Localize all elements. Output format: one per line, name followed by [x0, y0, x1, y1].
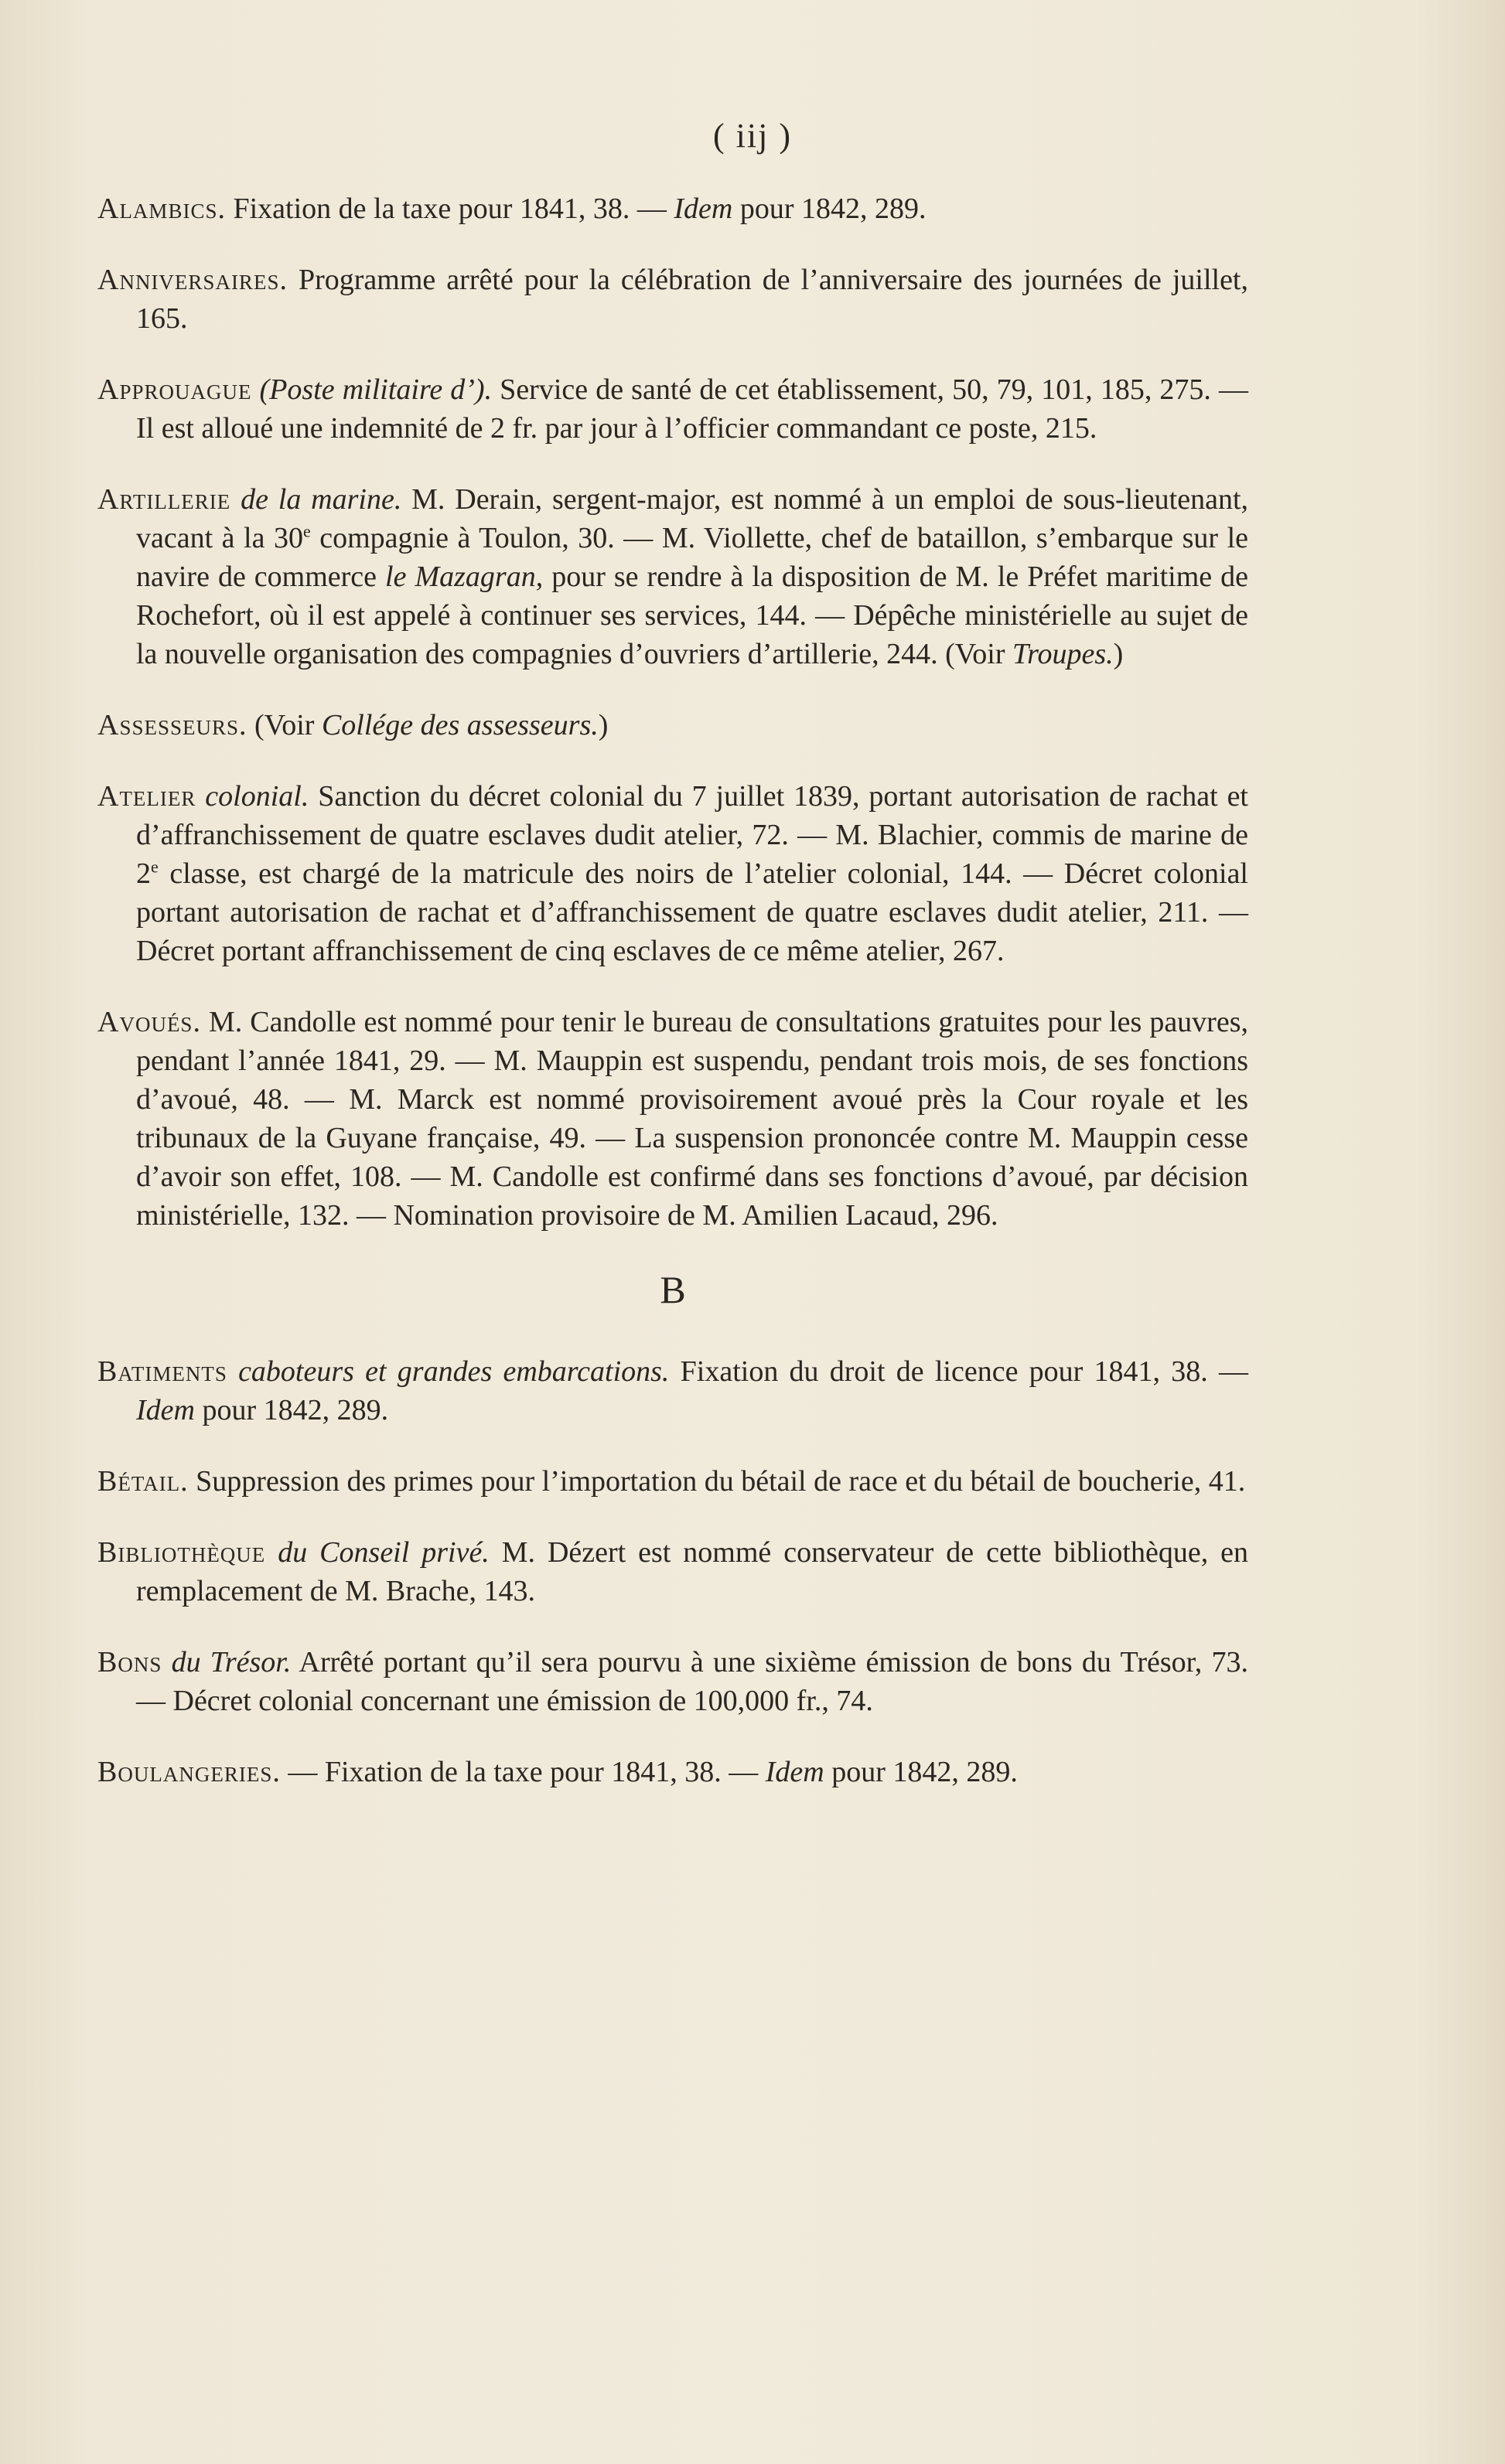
index-entry	[97, 706, 1248, 745]
entry-term: Approuague	[97, 373, 252, 406]
italic-text: Idem	[765, 1756, 824, 1788]
index-entry	[97, 480, 1248, 673]
italic-text: Idem	[136, 1394, 195, 1426]
page-header: ( iij )	[713, 117, 792, 155]
italic-text: Troupes.	[1012, 638, 1114, 670]
entry-term: Avoués.	[97, 1006, 201, 1038]
entry-subterm: du Conseil privé.	[265, 1536, 490, 1569]
index-entry	[97, 370, 1248, 448]
entry-text: — Fixation de la taxe pour 1841, 38. —	[280, 1756, 766, 1788]
entry-text: compagnie à Toulon, 30. — M. Viollette, chef de bataillon, s’embarque sur le navire de commerce	[136, 522, 1248, 593]
entry-text: M. Derain, sergent-major, est nommé à un emploi de sous-lieutenant, vacant à la 30	[136, 483, 1249, 554]
entry-text: Suppression des primes pour l’importation du bétail de race et du bétail de boucherie, 41.	[188, 1465, 1246, 1498]
section-b	[97, 1352, 1248, 1791]
entry-text: Fixation de la taxe pour 1841, 38. —	[225, 193, 674, 225]
entry-text: pour 1842, 289.	[732, 193, 927, 225]
entry-text: , pour se rendre à la disposition de M. le Préfet maritime de Rochefort, où il est appelé à continuer ses services, 144. — Dépêche ministérielle au sujet de la nouvelle organisation des compagnies d’ouvriers d’artillerie, 244. (Voir	[136, 561, 1248, 670]
entry-subterm: de la marine.	[230, 483, 402, 516]
index-entry	[97, 189, 1248, 228]
entry-text: )	[598, 709, 609, 741]
superscript: e	[151, 857, 159, 877]
index-entry	[97, 1462, 1248, 1501]
entry-text: (Voir	[247, 709, 322, 741]
entry-term: Bons	[97, 1646, 162, 1678]
entry-text: Programme arrêté pour la célébration de l’anniversaire des journées de juillet, 165.	[136, 264, 1248, 335]
entry-term: Atelier	[97, 780, 196, 813]
entry-term: Artillerie	[97, 483, 231, 516]
entry-subterm: (Poste militaire d’).	[251, 373, 493, 406]
entry-term: Anniversaires.	[97, 264, 288, 296]
entry-text: M. Dézert est nommé conservateur de cette bibliothèque, en remplacement de M. Brache, 143.	[136, 1536, 1248, 1607]
superscript: e	[302, 521, 311, 541]
section-a	[97, 189, 1248, 1235]
entry-text: pour 1842, 289.	[194, 1394, 389, 1426]
entry-text: classe, est chargé de la matricule des noirs de l’atelier colonial, 144. — Décret colonial portant autorisation de rachat et d’affranchissement de quatre esclaves dudit atelier, 211. — Décret portant affranchissement de cinq esclaves de ce même atelier, 267.	[136, 857, 1248, 967]
index-entry	[97, 1643, 1248, 1720]
entry-term: Batiments	[97, 1355, 227, 1388]
entry-subterm: colonial.	[196, 780, 309, 813]
index-entry	[97, 1753, 1248, 1791]
index-content	[97, 189, 1248, 1824]
index-entry	[97, 1352, 1248, 1430]
entry-text: )	[1113, 638, 1124, 670]
entry-term: Assesseurs.	[97, 709, 247, 741]
section-letter-b: B	[660, 1268, 686, 1311]
italic-text: le Mazagran	[385, 561, 536, 593]
entry-text: Arrêté portant qu’il sera pourvu à une sixième émission de bons du Trésor, 73. — Décret colonial concernant une émission de 100,000 fr., 74.	[136, 1646, 1248, 1717]
index-entry	[97, 1533, 1248, 1610]
index-entry	[97, 777, 1248, 970]
entry-subterm: du Trésor.	[162, 1646, 292, 1678]
index-entry	[97, 1003, 1248, 1235]
index-entry	[97, 261, 1248, 338]
entry-text: M. Candolle est nommé pour tenir le bureau de consultations gratuites pour les pauvres, pendant l’année 1841, 29. — M. Mauppin est suspendu, pendant trois mois, de ses fonctions d’avoué, 48. — M. Marck est nommé provisoirement avoué près la Cour royale et les tribunaux de la Guyane française, 49. — La suspension prononcée contre M. Mauppin cesse d’avoir son effet, 108. — M. Candolle est confirmé dans ses fonctions d’avoué, par décision ministérielle, 132. — Nomination provisoire de M. Amilien Lacaud, 296.	[136, 1006, 1248, 1232]
entry-text: Sanction du décret colonial du 7 juillet 1839, portant autorisation de rachat et d’affranchissement de quatre esclaves dudit atelier, 72. — M. Blachier, commis de marine de 2	[136, 780, 1248, 890]
entry-term: Bibliothèque	[97, 1536, 266, 1569]
entry-term: Alambics.	[97, 193, 226, 225]
entry-text: Service de santé de cet établissement, 50, 79, 101, 185, 275. — Il est alloué une indemnité de 2 fr. par jour à l’officier commandant ce poste, 215.	[136, 373, 1248, 445]
italic-text: Collége des assesseurs.	[321, 709, 599, 741]
entry-subterm: caboteurs et grandes embarcations.	[227, 1355, 670, 1388]
entry-term: Bétail.	[97, 1465, 189, 1498]
italic-text: Idem	[674, 193, 733, 225]
entry-term: Boulangeries.	[97, 1756, 281, 1788]
entry-text: Fixation du droit de licence pour 1841, 38. —	[669, 1355, 1248, 1388]
entry-text: pour 1842, 289.	[824, 1756, 1018, 1788]
